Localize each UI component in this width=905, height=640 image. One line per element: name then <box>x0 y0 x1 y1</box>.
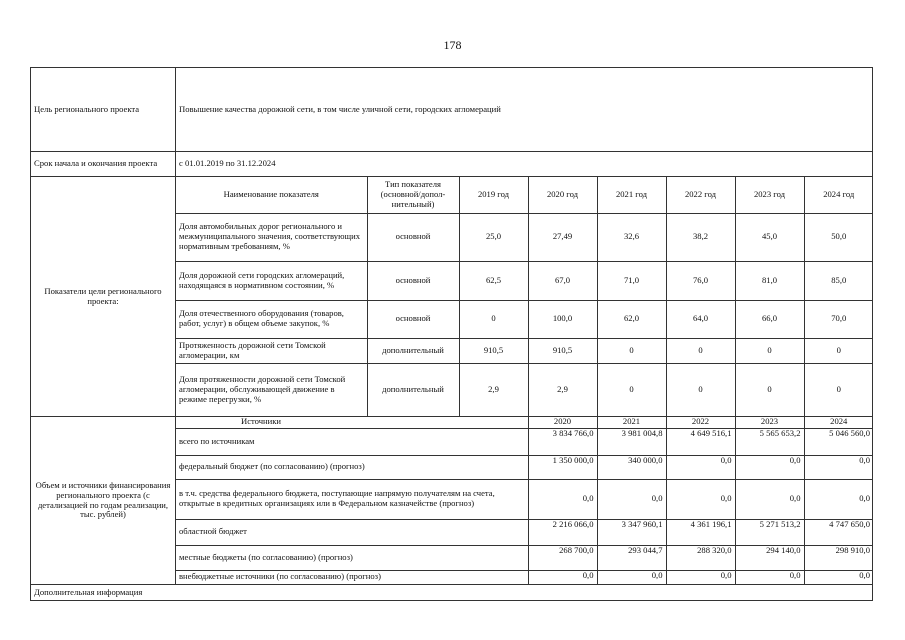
finance-value: 3 834 766,0 <box>528 428 597 455</box>
finance-source: внебюджетные источники (по согласованию) (прогноз) <box>176 570 528 584</box>
finance-source: в т.ч. средства федерального бюджета, поступающие напрямую получателям на счета, открытые в кредитных организациях или в Федеральном казначействе (прогноз) <box>176 479 528 519</box>
finance-cell <box>176 417 873 585</box>
finance-value: 268 700,0 <box>528 545 597 570</box>
finance-value: 288 320,0 <box>666 545 735 570</box>
finance-value: 293 044,7 <box>597 545 666 570</box>
indicator-value: 38,2 <box>666 213 735 261</box>
table-row <box>176 363 873 416</box>
indicator-value: 910,5 <box>528 338 597 363</box>
indicator-name: Доля протяженности дорожной сети Томской агломерации, обслуживающей движение в режиме перегрузки, % <box>176 363 367 416</box>
year-header: 2020 год <box>528 177 597 213</box>
finance-value: 3 981 004,8 <box>597 428 666 455</box>
additional-row <box>31 585 873 601</box>
indicators-header <box>176 177 873 213</box>
finance-value: 0,0 <box>735 570 804 584</box>
finance-header <box>176 417 873 428</box>
finance-value: 0,0 <box>804 479 873 519</box>
finance-value: 5 565 653,2 <box>735 428 804 455</box>
finance-value: 0,0 <box>597 479 666 519</box>
indicator-value: 70,0 <box>804 300 873 338</box>
indicator-value: 85,0 <box>804 261 873 300</box>
indicator-value: 71,0 <box>597 261 666 300</box>
finance-source: местные бюджеты (по согласованию) (прогноз) <box>176 545 528 570</box>
sources-header: Источники <box>176 417 528 428</box>
period-row <box>31 152 873 177</box>
indicators-row <box>31 177 873 417</box>
finance-value: 4 747 650,0 <box>804 519 873 545</box>
table-row <box>176 338 873 363</box>
year-header: 2021 год <box>597 177 666 213</box>
indicator-name: Доля отечественного оборудования (товаров, работ, услуг) в общем объеме закупок, % <box>176 300 367 338</box>
year-header: 2024 год <box>804 177 873 213</box>
table-row <box>176 455 873 479</box>
table-row <box>176 570 873 584</box>
indicator-value: 50,0 <box>804 213 873 261</box>
period-label: Срок начала и окончания проекта <box>31 152 176 177</box>
indicators-label: Показатели цели регионального проекта: <box>31 177 176 417</box>
indicator-type: основной <box>367 300 459 338</box>
finance-value: 0,0 <box>666 570 735 584</box>
indicator-value: 0 <box>666 363 735 416</box>
indicator-name: Доля автомобильных дорог регионального и межмуниципального значения, соответствующих нормативным требованиям, % <box>176 213 367 261</box>
goal-value: Повышение качества дорожной сети, в том числе уличной сети, городских агломераций <box>176 68 873 152</box>
finance-value: 0,0 <box>804 570 873 584</box>
indicator-value: 62,0 <box>597 300 666 338</box>
year-header: 2021 <box>597 417 666 428</box>
indicator-name-header: Наименование показателя <box>176 177 367 213</box>
indicator-value: 0 <box>735 338 804 363</box>
finance-label: Объем и источники финансирования регионального проекта (с детализацией по годам реализации, тыс. рублей) <box>31 417 176 585</box>
finance-source: федеральный бюджет (по согласованию) (прогноз) <box>176 455 528 479</box>
indicators-cell <box>176 177 873 417</box>
indicator-type: дополнительный <box>367 338 459 363</box>
finance-value: 1 350 000,0 <box>528 455 597 479</box>
year-header: 2020 <box>528 417 597 428</box>
finance-source: всего по источникам <box>176 428 528 455</box>
indicators-table <box>176 177 873 416</box>
indicator-value: 910,5 <box>459 338 528 363</box>
year-header: 2022 <box>666 417 735 428</box>
indicator-value: 0 <box>597 363 666 416</box>
finance-value: 5 046 560,0 <box>804 428 873 455</box>
indicator-value: 2,9 <box>459 363 528 416</box>
finance-value: 0,0 <box>666 479 735 519</box>
goal-row <box>31 68 873 152</box>
passport-table <box>30 67 873 601</box>
indicator-value: 62,5 <box>459 261 528 300</box>
finance-value: 0,0 <box>528 479 597 519</box>
finance-value: 3 347 960,1 <box>597 519 666 545</box>
indicator-value: 25,0 <box>459 213 528 261</box>
additional-label: Дополнительная информация <box>31 585 873 601</box>
table-row <box>176 213 873 261</box>
finance-value: 0,0 <box>528 570 597 584</box>
indicator-value: 64,0 <box>666 300 735 338</box>
indicator-value: 2,9 <box>528 363 597 416</box>
indicator-value: 0 <box>597 338 666 363</box>
finance-value: 298 910,0 <box>804 545 873 570</box>
indicator-value: 66,0 <box>735 300 804 338</box>
finance-value: 0,0 <box>735 479 804 519</box>
indicator-value: 0 <box>804 338 873 363</box>
finance-value: 0,0 <box>597 570 666 584</box>
year-header: 2019 год <box>459 177 528 213</box>
finance-value: 340 000,0 <box>597 455 666 479</box>
finance-value: 294 140,0 <box>735 545 804 570</box>
indicator-value: 0 <box>666 338 735 363</box>
indicator-type: основной <box>367 213 459 261</box>
year-header: 2024 <box>804 417 873 428</box>
year-header: 2022 год <box>666 177 735 213</box>
table-row <box>176 428 873 455</box>
finance-value: 2 216 066,0 <box>528 519 597 545</box>
table-row <box>176 479 873 519</box>
indicator-value: 0 <box>735 363 804 416</box>
finance-value: 0,0 <box>666 455 735 479</box>
year-header: 2023 <box>735 417 804 428</box>
indicator-name: Доля дорожной сети городских агломераций, находящаяся в нормативном состоянии, % <box>176 261 367 300</box>
page-number: 178 <box>443 38 462 52</box>
period-value: с 01.01.2019 по 31.12.2024 <box>176 152 873 177</box>
indicator-type: основной <box>367 261 459 300</box>
indicator-type: дополнительный <box>367 363 459 416</box>
finance-row <box>31 417 873 585</box>
indicator-name: Протяженность дорожной сети Томской агломерации, км <box>176 338 367 363</box>
indicator-value: 81,0 <box>735 261 804 300</box>
indicator-value: 45,0 <box>735 213 804 261</box>
indicator-value: 27,49 <box>528 213 597 261</box>
finance-source: областной бюджет <box>176 519 528 545</box>
table-row <box>176 300 873 338</box>
table-row <box>176 545 873 570</box>
finance-value: 0,0 <box>804 455 873 479</box>
indicator-value: 0 <box>459 300 528 338</box>
indicator-value: 32,6 <box>597 213 666 261</box>
year-header: 2023 год <box>735 177 804 213</box>
finance-value: 4 361 196,1 <box>666 519 735 545</box>
indicator-value: 67,0 <box>528 261 597 300</box>
finance-table <box>176 417 873 584</box>
table-row <box>176 261 873 300</box>
table-row <box>176 519 873 545</box>
finance-value: 4 649 516,1 <box>666 428 735 455</box>
indicator-type-header: Тип показателя (основной/допол-нительный) <box>367 177 459 213</box>
indicator-value: 76,0 <box>666 261 735 300</box>
indicator-value: 100,0 <box>528 300 597 338</box>
goal-label: Цель регионального проекта <box>31 68 176 152</box>
finance-value: 0,0 <box>735 455 804 479</box>
finance-value: 5 271 513,2 <box>735 519 804 545</box>
indicator-value: 0 <box>804 363 873 416</box>
